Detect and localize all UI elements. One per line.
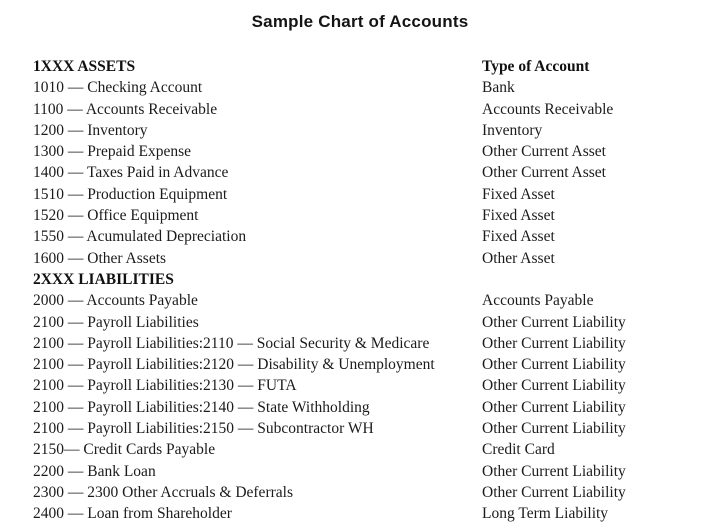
account-cell: 2000 — Accounts Payable: [33, 292, 198, 310]
table-row: [33, 354, 705, 375]
account-cell: 2100 — Payroll Liabilities:2120 — Disability & Unemployment: [33, 356, 435, 374]
account-type-cell: Fixed Asset: [482, 228, 555, 246]
table-row: [33, 99, 705, 120]
account-cell: 1510 — Production Equipment: [33, 185, 228, 203]
account-cell: 2100 — Payroll Liabilities:2130 — FUTA: [33, 377, 297, 395]
table-row: [33, 375, 705, 396]
page-title: Sample Chart of Accounts: [251, 12, 469, 31]
account-type-cell: Other Current Asset: [482, 143, 606, 161]
account-cell: 1550 — Acumulated Depreciation: [33, 228, 247, 246]
account-cell: 1300 — Prepaid Expense: [33, 143, 191, 161]
account-type-cell: Other Current Asset: [482, 164, 606, 182]
table-row: [33, 269, 705, 290]
table-row: [33, 184, 705, 205]
table-row: [33, 333, 705, 354]
table-row: [33, 290, 705, 311]
account-cell: 2100 — Payroll Liabilities: [33, 313, 199, 331]
account-type-cell: Other Asset: [482, 249, 555, 267]
table-row: [33, 205, 705, 226]
table-row: [33, 439, 705, 460]
chart-of-accounts-table: [33, 56, 705, 525]
account-type-cell: Other Current Liability: [482, 483, 626, 501]
account-cell: 1400 — Taxes Paid in Advance: [33, 164, 229, 182]
account-cell: 1600 — Other Assets: [33, 249, 167, 267]
account-cell: 1100 — Accounts Receivable: [33, 100, 218, 118]
account-type-cell: Credit Card: [482, 441, 555, 459]
account-type-cell: Other Current Liability: [482, 462, 626, 480]
account-cell: 2100 — Payroll Liabilities:2110 — Social Security & Medicare: [33, 334, 430, 352]
account-cell: 2300 — 2300 Other Accruals & Deferrals: [33, 483, 293, 501]
account-type-cell: Inventory: [482, 121, 543, 139]
account-cell: 1XXX ASSETS: [33, 58, 136, 75]
account-type-cell: Fixed Asset: [482, 207, 555, 225]
account-type-cell: Type of Account: [482, 58, 590, 75]
table-row: [33, 312, 705, 333]
account-cell: 2150— Credit Cards Payable: [33, 441, 216, 459]
table-row: [33, 418, 705, 439]
table-row: [33, 56, 705, 77]
account-type-cell: Other Current Liability: [482, 356, 626, 374]
account-cell: 1010 — Checking Account: [33, 79, 203, 97]
account-cell: 2XXX LIABILITIES: [33, 270, 174, 288]
account-type-cell: Accounts Receivable: [482, 100, 614, 118]
account-type-cell: [482, 269, 705, 290]
table-row: [33, 503, 705, 524]
account-cell: 1200 — Inventory: [33, 121, 148, 139]
table-row: [33, 226, 705, 247]
table-row: [33, 461, 705, 482]
account-type-cell: Other Current Liability: [482, 420, 626, 438]
account-type-cell: Other Current Liability: [482, 334, 626, 352]
account-type-cell: Fixed Asset: [482, 185, 555, 203]
account-cell: 2100 — Payroll Liabilities:2140 — State Withholding: [33, 398, 370, 416]
table-row: [33, 141, 705, 162]
account-cell: 1520 — Office Equipment: [33, 207, 199, 225]
table-row: [33, 482, 705, 503]
account-type-cell: Bank: [482, 79, 515, 97]
table-row: [33, 397, 705, 418]
account-type-cell: Other Current Liability: [482, 313, 626, 331]
account-type-cell: Other Current Liability: [482, 377, 626, 395]
table-row: [33, 162, 705, 183]
table-row: [33, 120, 705, 141]
account-cell: 2200 — Bank Loan: [33, 462, 156, 480]
account-cell: 2100 — Payroll Liabilities:2150 — Subcontractor WH: [33, 420, 374, 438]
account-type-cell: Long Term Liability: [482, 505, 609, 523]
account-type-cell: Other Current Liability: [482, 398, 626, 416]
account-cell: 2400 — Loan from Shareholder: [33, 505, 232, 523]
table-row: [33, 77, 705, 98]
account-type-cell: Accounts Payable: [482, 292, 594, 310]
table-row: [33, 248, 705, 269]
